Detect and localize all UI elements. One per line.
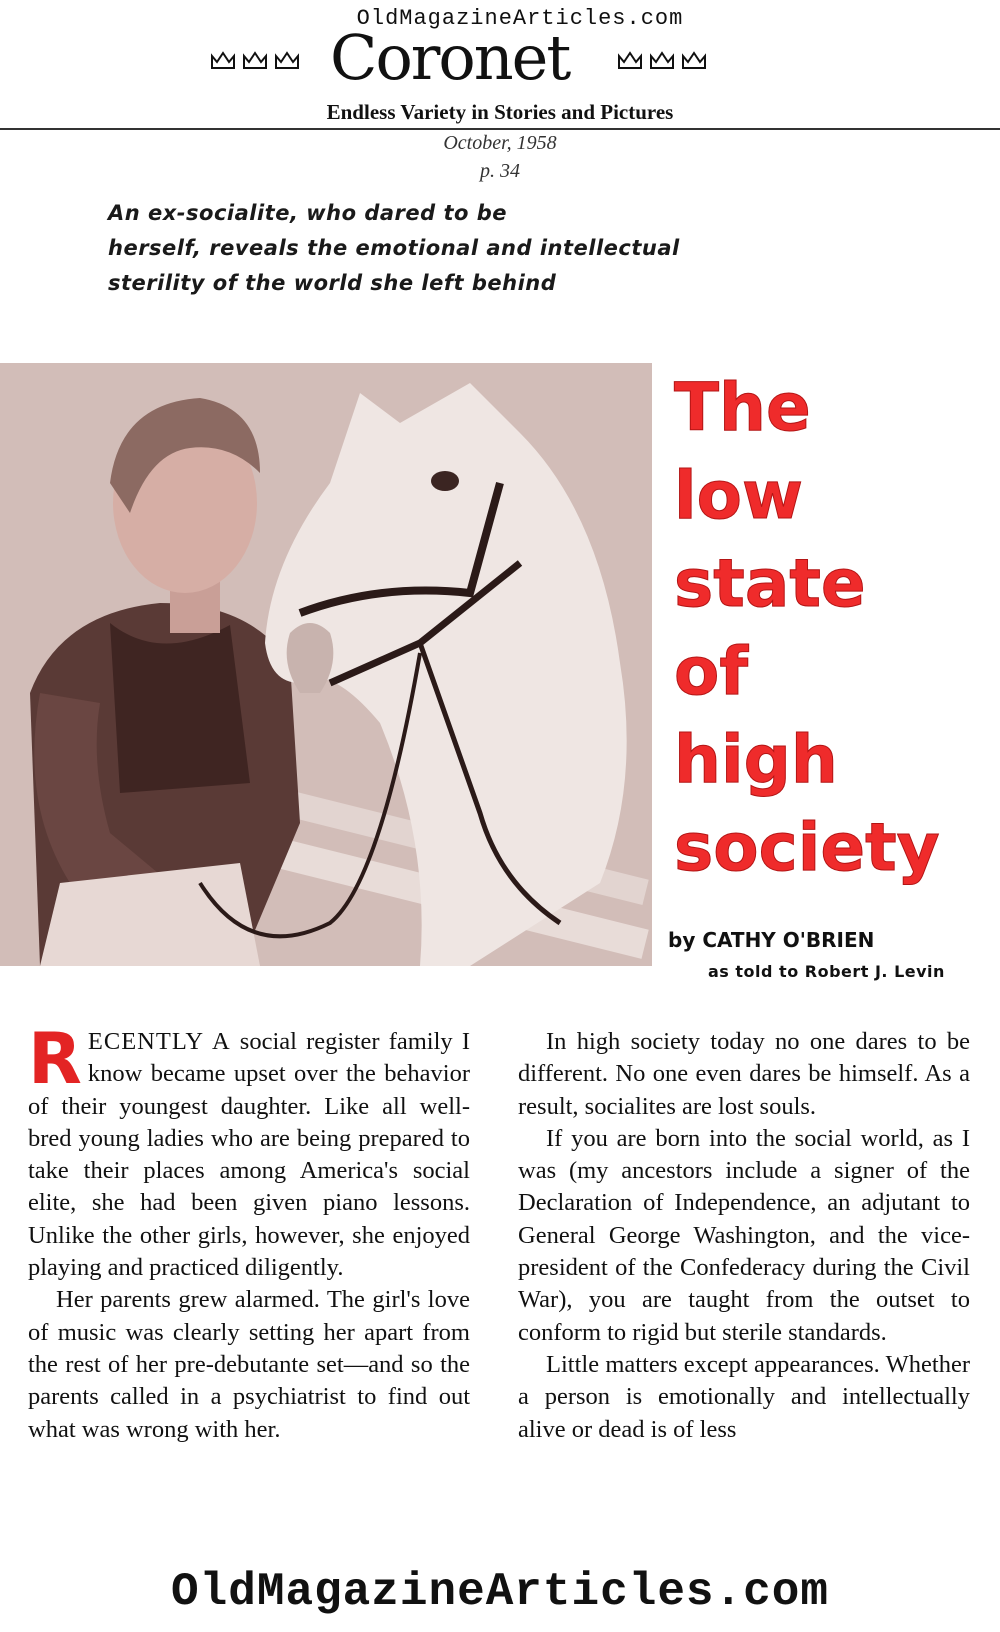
body-paragraph: Her parents grew alarmed. The girl's love of music was clearly setting her apart from the rest of her pre-debutante set—and so the parents called in a psychiatrist to find out what was wrong with her. [28, 1286, 470, 1443]
issue-date: October, 1958 [443, 132, 557, 154]
magazine-title: Coronet [330, 21, 570, 94]
deck-line: sterility of the world she left behind [108, 271, 557, 295]
article-deck [108, 196, 808, 301]
drop-cap: R [28, 1018, 82, 1100]
lead-in-caps: ECENTLY A [87, 1028, 231, 1055]
body-paragraph [28, 1018, 470, 1284]
title-word: state [674, 545, 866, 622]
title-word: of [674, 633, 749, 710]
body-paragraph: In high society today no one dares to be different. No one even dares be himself. As a result, socialites are lost souls. [518, 1028, 970, 1120]
body-column-left [28, 1018, 470, 1446]
crown-icon [617, 50, 643, 70]
deck-line: An ex-socialite, who dared to be [108, 201, 508, 225]
magazine-tagline: Endless Variety in Stories and Pictures [326, 100, 674, 124]
site-watermark-footer: OldMagazineArticles.com [171, 1566, 829, 1618]
article-byline: by CATHY O'BRIEN [668, 928, 875, 952]
crown-ornaments-left [210, 50, 300, 70]
crown-icon [210, 50, 236, 70]
body-paragraph: If you are born into the social world, as I was (my ancestors include a signer of the Declaration of Independence, an adjutant to General George Washington, and the vice-president of the Confederacy during the Civil War), you are taught from the outset to conform to rigid but sterile standards. [518, 1124, 970, 1346]
title-word: high [674, 721, 838, 798]
deck-line: herself, reveals the emotional and intellectual [108, 236, 680, 260]
body-column-right [518, 1026, 970, 1446]
masthead [0, 22, 1000, 92]
body-paragraph: Little matters except appearances. Whether a person is emotionally and intellectually alive or dead is of less [518, 1350, 970, 1443]
paragraph-text: social register family I know became upset over the behavior of their youngest daughter. Like all well-bred young ladies who are being prepared to take their places among America's social elite, she had been given piano lessons. Unlike the other girls, however, she enjoyed playing and practiced diligently. [28, 1028, 470, 1282]
article-title [674, 364, 994, 892]
photo-illustration [0, 363, 652, 966]
title-word: The [674, 369, 811, 446]
title-word: society [674, 809, 940, 886]
title-word: low [674, 457, 803, 534]
article-as-told-to: as told to Robert J. Levin [708, 962, 945, 981]
page-number: p. 34 [480, 160, 520, 182]
crown-ornaments-right [617, 50, 707, 70]
crown-icon [681, 50, 707, 70]
site-watermark-top: OldMagazineArticles.com [356, 6, 684, 31]
crown-icon [649, 50, 675, 70]
article-photo [0, 363, 652, 966]
crown-icon [274, 50, 300, 70]
crown-icon [242, 50, 268, 70]
header-divider [0, 128, 1000, 130]
